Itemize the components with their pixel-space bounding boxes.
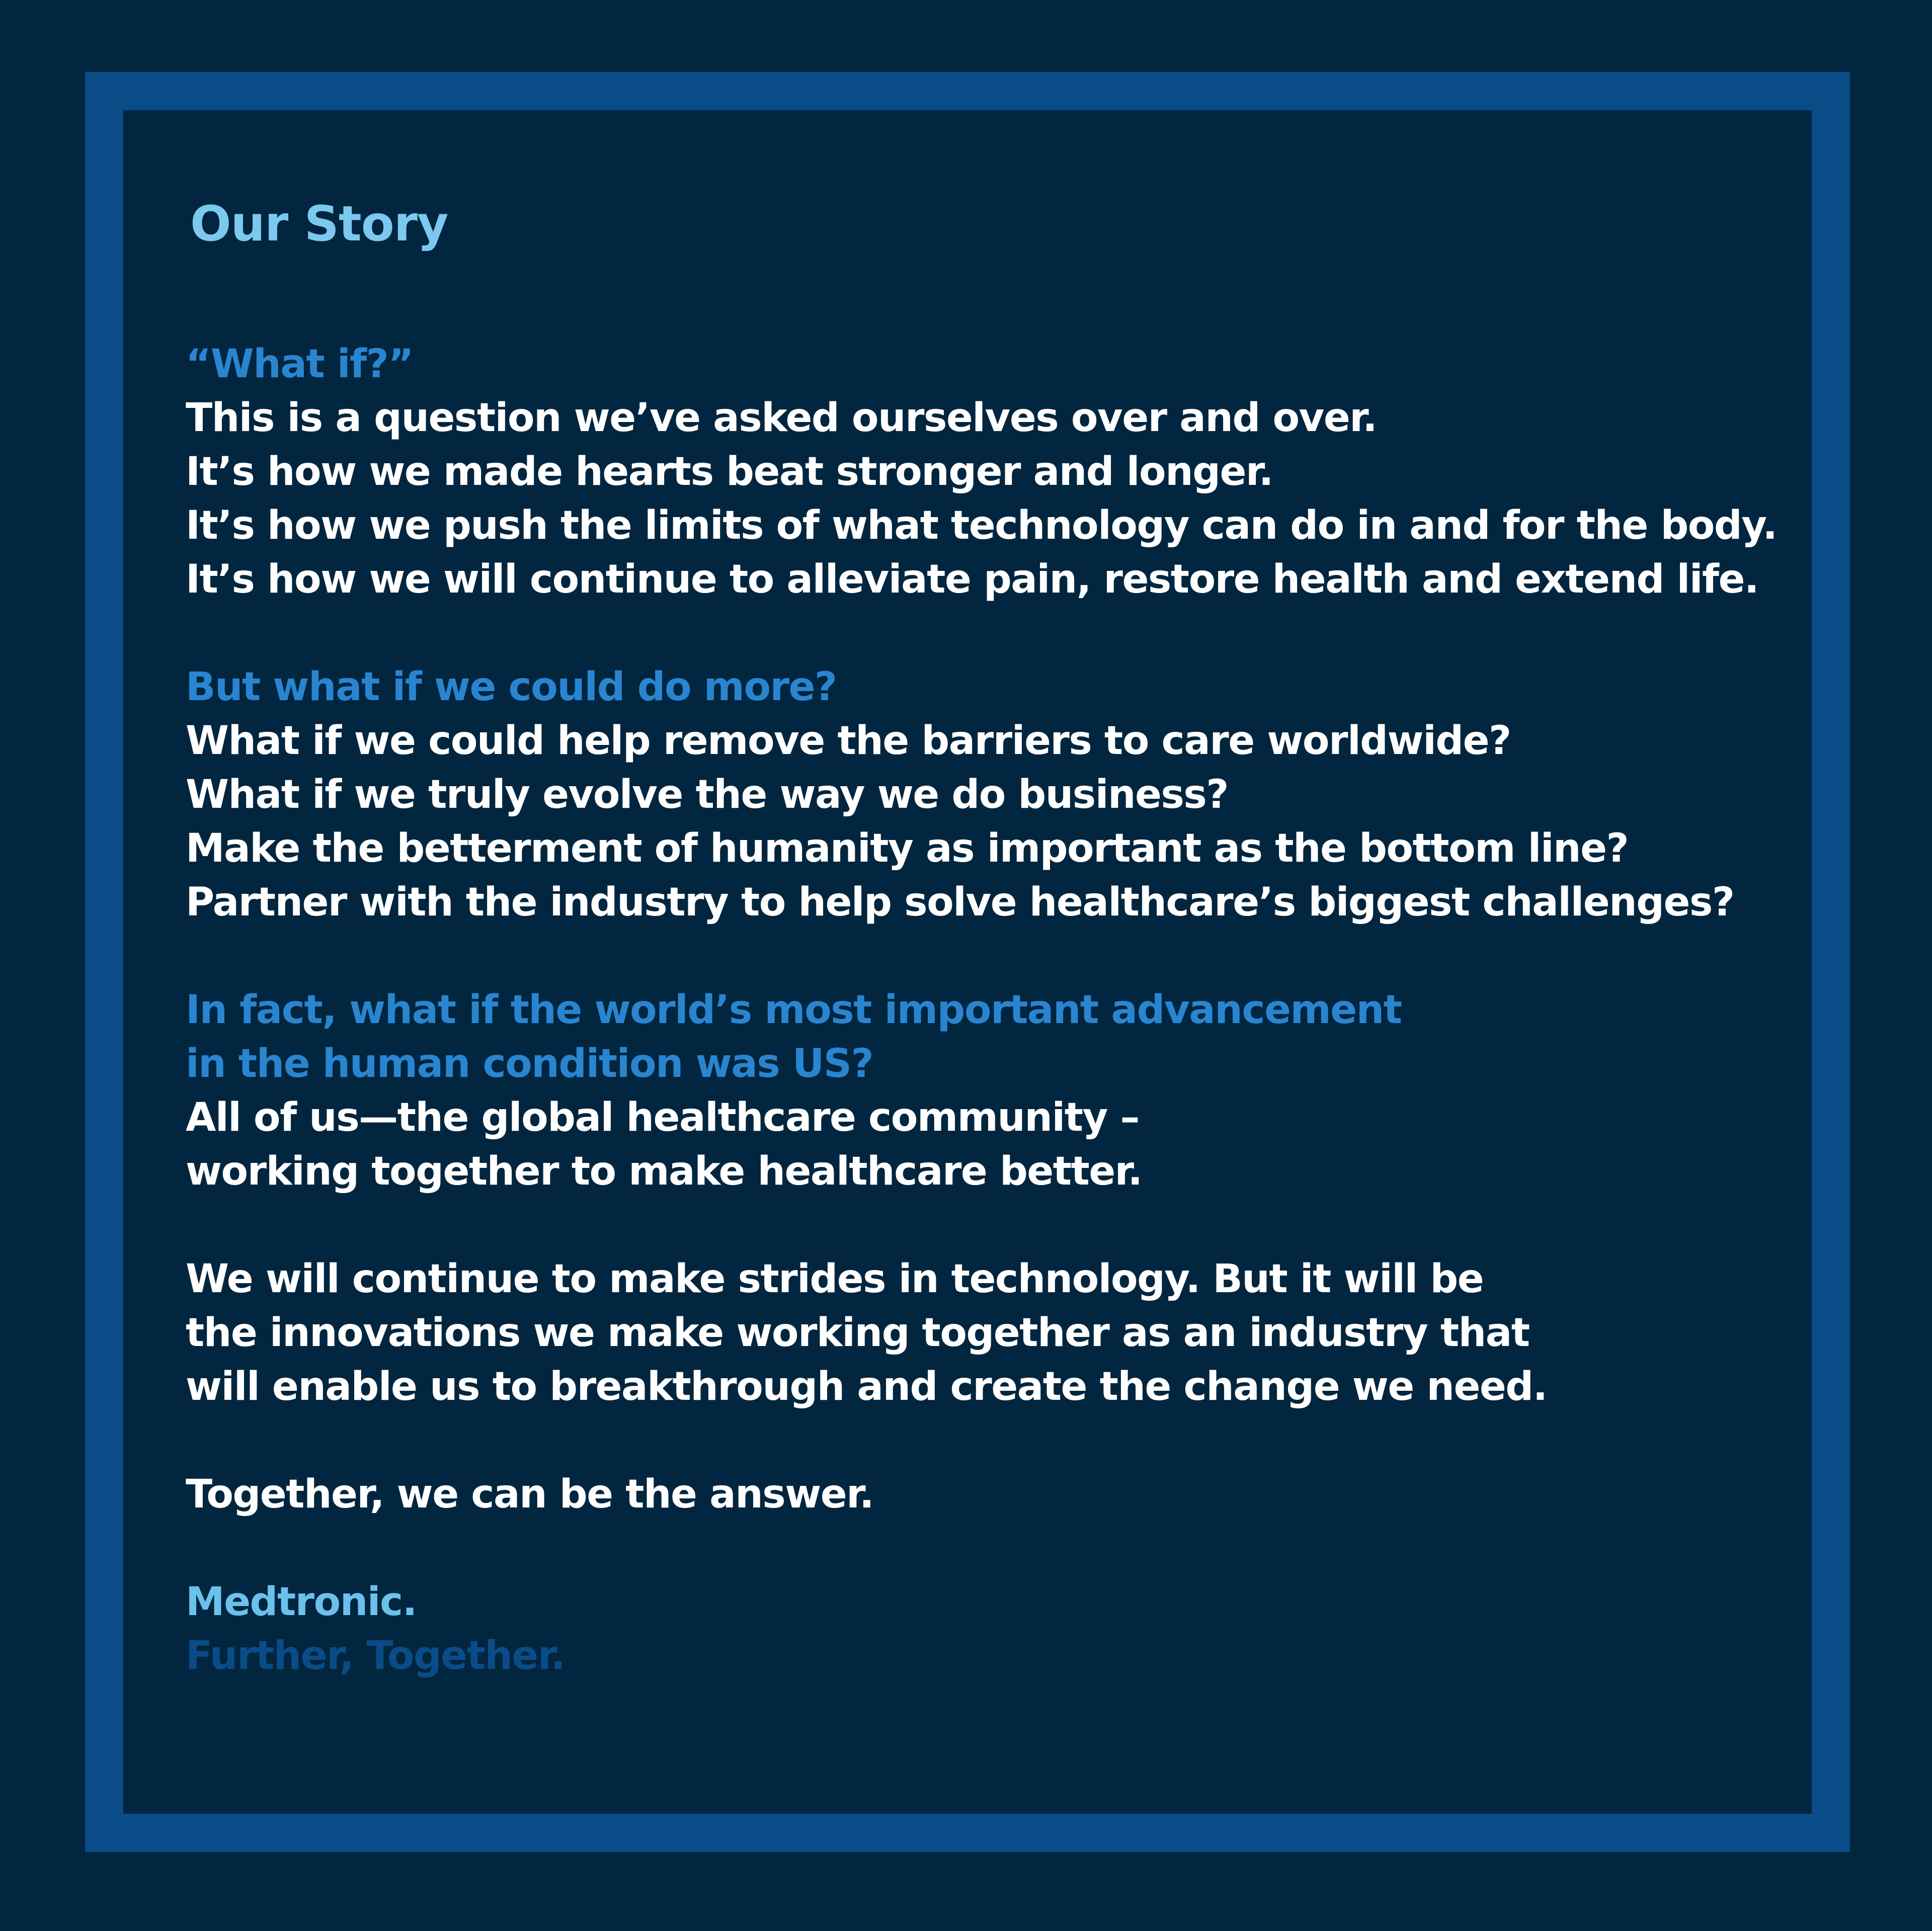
section-heading: “What if?” bbox=[186, 342, 414, 387]
body-line: Together, we can be the answer. bbox=[186, 1472, 874, 1517]
section-heading: In fact, what if the world’s most important advancement bbox=[186, 987, 1402, 1033]
body-line: It’s how we will continue to alleviate pain, restore health and extend life. bbox=[186, 557, 1758, 602]
body-line: It’s how we made hearts beat stronger and longer. bbox=[186, 449, 1273, 494]
body-line: What if we truly evolve the way we do business? bbox=[186, 772, 1228, 817]
section-heading: But what if we could do more? bbox=[186, 664, 837, 710]
section-strides bbox=[186, 1252, 1796, 1414]
body-line: the innovations we make working together as an industry that bbox=[186, 1310, 1530, 1356]
body-line: It’s how we push the limits of what technology can do in and for the body. bbox=[186, 503, 1777, 548]
signoff bbox=[186, 1575, 1796, 1683]
body-line: What if we could help remove the barriers to care worldwide? bbox=[186, 718, 1511, 764]
section-advancement bbox=[186, 983, 1796, 1199]
brand-name: Medtronic. bbox=[186, 1579, 417, 1625]
story-content bbox=[186, 338, 1796, 1737]
body-line: will enable us to breakthrough and create the change we need. bbox=[186, 1364, 1547, 1409]
body-line: All of us—the global healthcare community – bbox=[186, 1095, 1139, 1140]
brand-tagline: Further, Together. bbox=[186, 1633, 565, 1678]
page-title: Our Story bbox=[190, 196, 448, 252]
section-answer bbox=[186, 1468, 1796, 1522]
body-line: working together to make healthcare better. bbox=[186, 1149, 1142, 1194]
body-line: Make the betterment of humanity as important as the bottom line? bbox=[186, 826, 1629, 871]
section-do-more bbox=[186, 660, 1796, 930]
section-heading: in the human condition was US? bbox=[186, 1041, 873, 1086]
body-line: Partner with the industry to help solve healthcare’s biggest challenges? bbox=[186, 880, 1734, 925]
body-line: We will continue to make strides in technology. But it will be bbox=[186, 1256, 1484, 1302]
section-what-if bbox=[186, 338, 1796, 607]
body-line: This is a question we’ve asked ourselves over and over. bbox=[186, 395, 1377, 441]
